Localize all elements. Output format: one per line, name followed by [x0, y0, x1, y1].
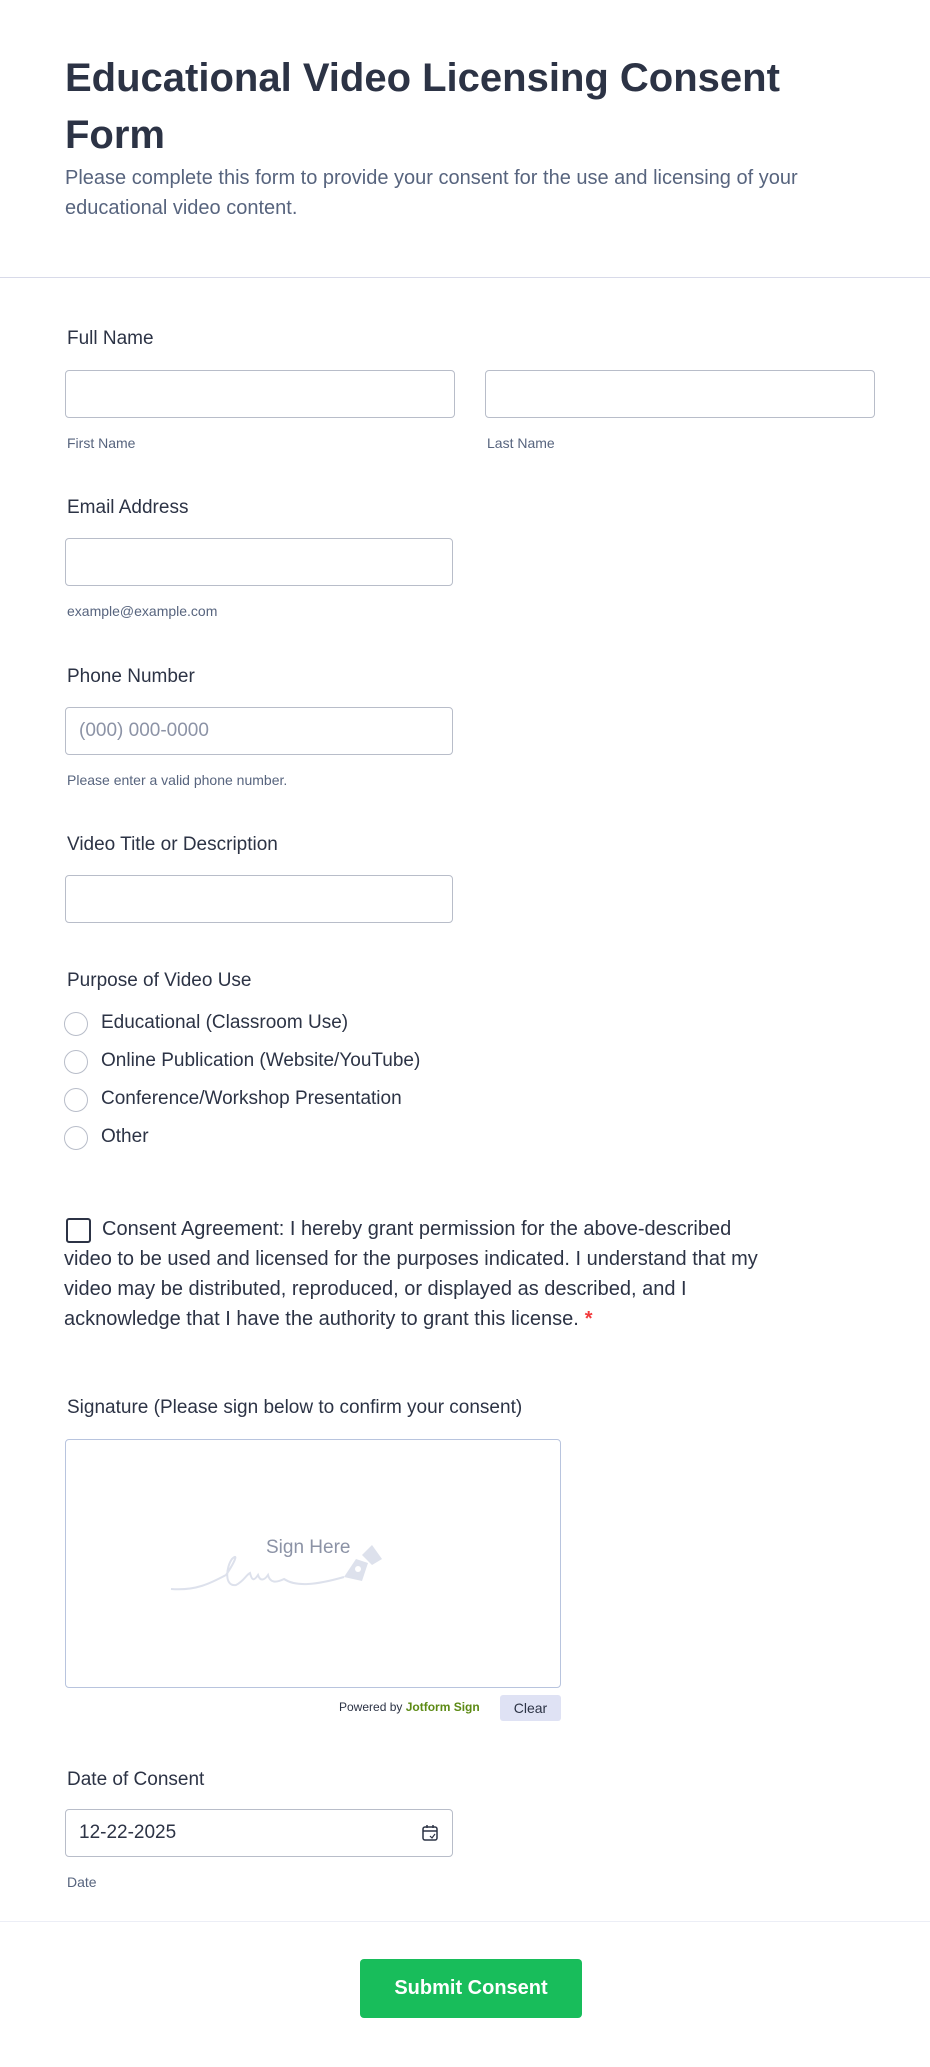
purpose-label: Purpose of Video Use: [67, 970, 252, 991]
date-sublabel: Date: [67, 1874, 97, 1890]
signature-pad[interactable]: [65, 1439, 561, 1688]
video-title-input[interactable]: [65, 875, 453, 923]
signature-pen-icon: [166, 1535, 406, 1615]
radio-educational[interactable]: [64, 1012, 88, 1036]
powered-by-text: Powered by: [339, 1700, 403, 1714]
date-value: 12-22-2025: [79, 1822, 177, 1843]
radio-online-publication[interactable]: [64, 1050, 88, 1074]
header-divider: [0, 277, 930, 278]
last-name-input[interactable]: [485, 370, 875, 418]
first-name-sublabel: First Name: [67, 435, 136, 451]
consent-text: Consent Agreement: I hereby grant permission for the above-described video to be used and licensed for the purposes indicated. I understand that my video may be distributed, reproduced, or displayed as described, and I acknowledge that I have the authority to grant this license.: [64, 1218, 758, 1330]
email-input[interactable]: [65, 538, 453, 586]
jotform-sign-link[interactable]: Jotform Sign: [405, 1700, 480, 1714]
radio-label-other[interactable]: Other: [101, 1126, 149, 1147]
last-name-sublabel: Last Name: [487, 435, 555, 451]
clear-signature-button[interactable]: Clear: [500, 1695, 561, 1721]
date-label: Date of Consent: [67, 1769, 205, 1790]
phone-sublabel: Please enter a valid phone number.: [67, 772, 288, 788]
submit-button[interactable]: Submit Consent: [360, 1959, 582, 2018]
form-title: Educational Video Licensing Consent Form: [65, 56, 780, 157]
video-title-label: Video Title or Description: [67, 834, 278, 855]
radio-other[interactable]: [64, 1126, 88, 1150]
email-sublabel: example@example.com: [67, 603, 218, 619]
radio-conference[interactable]: [64, 1088, 88, 1112]
calendar-icon[interactable]: [422, 1824, 438, 1842]
form-subtitle: Please complete this form to provide your consent for the use and licensing of your educational video content.: [65, 167, 798, 219]
phone-input[interactable]: (000) 000-0000: [65, 707, 453, 755]
email-label: Email Address: [67, 497, 189, 518]
first-name-input[interactable]: [65, 370, 455, 418]
date-input[interactable]: [65, 1809, 453, 1857]
full-name-label: Full Name: [67, 328, 154, 349]
footer-divider: [0, 1921, 930, 1922]
sign-here-placeholder: Sign Here: [266, 1537, 351, 1558]
radio-label-educational[interactable]: Educational (Classroom Use): [101, 1012, 349, 1033]
required-mark: *: [584, 1308, 593, 1330]
signature-label: Signature (Please sign below to confirm your consent): [67, 1397, 523, 1418]
radio-label-conference[interactable]: Conference/Workshop Presentation: [101, 1088, 402, 1109]
consent-agreement-text[interactable]: [64, 1214, 784, 1334]
radio-label-online-publication[interactable]: Online Publication (Website/YouTube): [101, 1050, 421, 1071]
phone-label: Phone Number: [67, 666, 195, 687]
powered-by: [339, 1700, 480, 1714]
consent-checkbox[interactable]: [66, 1218, 91, 1243]
